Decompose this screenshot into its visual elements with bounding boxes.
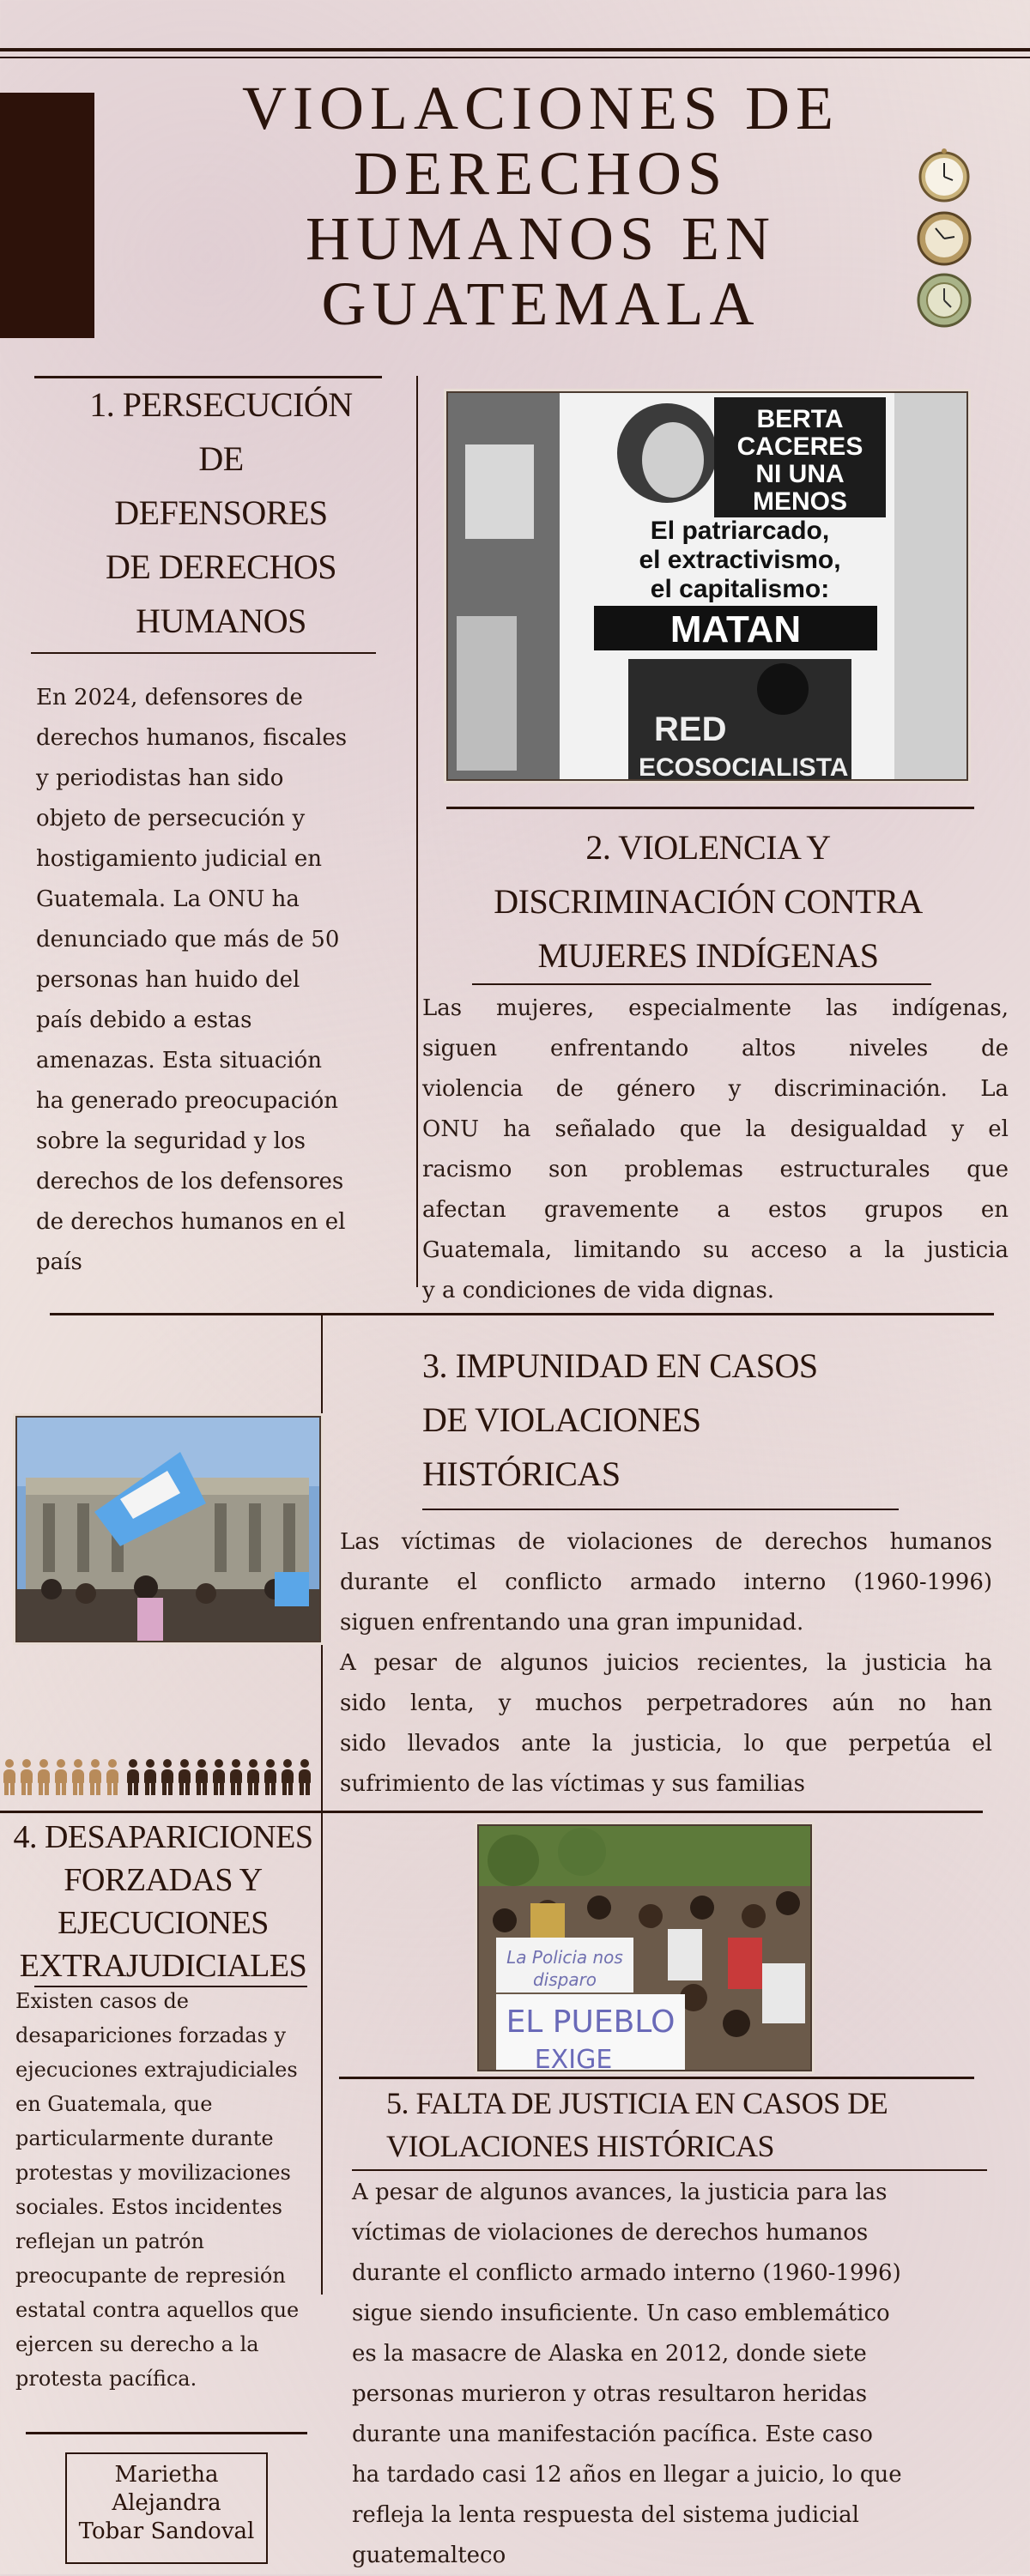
clock-icon [917,211,972,266]
person-icon [88,1759,103,1795]
top-rule-thin [0,57,1030,58]
section2-heading-underline [472,983,931,985]
palace-illustration [17,1418,319,1641]
section1-body: En 2024, defensores de derechos humanos, fiscales y periodistas han sido objeto de persecución y hostigamiento judicial en Guatemala. La ONU ha denunciado que más de 50 personas han huido del país debido a estas amenazas. Esta situación ha generado preocupación sobre la seguridad y los derechos de los defensores de derechos humanos en el país [36,685,348,1275]
crowd-sign-line3: EL PUEBLO [506,2005,676,2040]
crowd-sign-line1: La Policia nos [506,1947,623,1968]
sign-text-capitalismo: el capitalismo: [650,575,830,603]
section4-top-rule [0,1811,983,1813]
pocket-watch-icon [917,148,972,203]
column-divider-top [416,376,418,1287]
ornate-clock-icon [917,273,972,328]
person-icon [263,1759,278,1795]
section5-body: A pesar de algunos avances, la justicia para las víctimas de violaciones de derechos humanos durante el conflicto armado interno (1960-1996) sigue siendo insuficiente. Un caso emblemático es la masacre de Alaska en 2012, donde siete personas murieron y otras resultaron heridas durante una manifestación pacífica. Este caso ha tardado casi 12 años en llegar a juicio, lo que refleja la lenta respuesta del sistema judicial guatemalteco [352,2180,902,2568]
crowd-sign-line4: EXIGE [534,2045,613,2070]
top-rule [0,48,1030,51]
author-top-rule [26,2432,307,2434]
person-icon [211,1759,227,1795]
person-icon [280,1759,295,1795]
sign-text-ni-una: NI UNA [755,460,845,488]
section5-heading-underline [352,2169,987,2171]
person-icon [177,1759,192,1795]
section2-top-rule [446,807,974,809]
dark-accent-block [0,93,94,338]
national-palace-photo [15,1416,321,1642]
sign-text-caceres: CACERES [736,432,863,461]
people-row-icons [0,1759,319,1797]
section5-heading: 5. FALTA DE JUSTICIA EN CASOS DE VIOLACIONES HISTÓRICAS [386,2086,888,2163]
section3-top-rule [50,1313,994,1315]
person-icon [105,1759,120,1795]
sign-text-matan: MATAN [670,608,802,650]
sign-text-patriarcado: El patriarcado, [650,517,830,545]
person-icon [70,1759,86,1795]
person-icon [194,1759,209,1795]
protest-sign-photo [446,391,968,781]
person-icon [2,1759,17,1795]
section3-heading: 3. IMPUNIDAD EN CASOS DE VIOLACIONES HISTÓRICAS [422,1346,818,1493]
section4-body: Existen casos de desapariciones forzadas y ejecuciones extrajudiciales en Guatemala, que particularmente durante protestas y movilizaciones sociales. Estos incidentes reflejan un patrón preocupante de represión estatal contra aquellos que ejercen su derecho a la protesta pacífica. [15,1989,300,2391]
person-icon [228,1759,244,1795]
person-icon [19,1759,34,1795]
crowd-sign-line2: disparo [532,1969,597,1990]
sign-text-ecosocialista: ECOSOCIALISTA [639,753,849,779]
sign-text-extractivismo: el extractivismo, [639,546,841,574]
author-box: Marietha Alejandra Tobar Sandoval [65,2452,268,2564]
section2-heading: 2. VIOLENCIA Y DISCRIMINACIÓN CONTRA MUJERES INDÍGENAS [494,828,923,975]
section3-heading-underline [422,1509,899,1510]
person-icon [297,1759,312,1795]
page-title: VIOLACIONES DE DERECHOS HUMANOS EN GUATEMALA [242,74,839,338]
section1-heading-underline [31,652,376,654]
sign-text-menos: MENOS [752,487,848,516]
person-icon [245,1759,261,1795]
protest-sign-illustration [448,393,966,779]
crowd-illustration [479,1826,810,2070]
sign-text-red: RED [654,711,727,748]
section1-heading: 1. PERSECUCIÓN DE DEFENSORES DE DERECHOS HUMANOS [89,385,353,640]
section2-body: Las mujeres, especialmente las indígenas, siguen enfrentando altos niveles de violencia de género y discriminación. La ONU ha señalado que la desigualdad y el racismo son problemas estructurales que afectan gravemente a estos grupos en Guatemala, limitando su acceso a la justicia y a condiciones de vida dignas. [422,995,1009,1303]
sign-text-berta: BERTA [756,405,844,433]
section5-top-rule [339,2077,974,2079]
person-icon [125,1759,141,1795]
person-icon [53,1759,69,1795]
person-icon [36,1759,52,1795]
crowd-protest-photo [477,1824,812,2071]
section3-body: Las víctimas de violaciones de derechos humanos durante el conflicto armado interno (1960-1996) siguen enfrentando una gran impunidad. A pesar de algunos juicios recientes, la justicia ha sido lenta, y muchos perpetradores aún no han sido llevados ante la justicia, lo que perpetúa el sufrimiento de las víctimas y sus familias [340,1529,992,1797]
section4-heading: 4. DESAPARICIONES FORZADAS Y EJECUCIONES EXTRAJUDICIALES [13,1819,313,1984]
person-icon [160,1759,175,1795]
person-icon [142,1759,158,1795]
